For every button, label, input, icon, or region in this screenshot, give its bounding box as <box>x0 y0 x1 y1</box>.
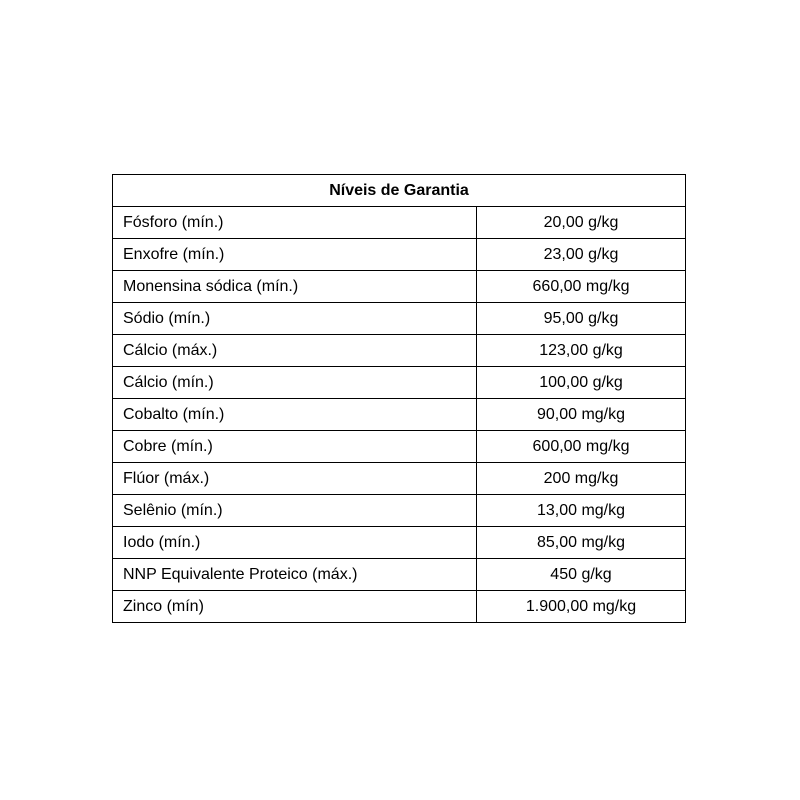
nutrient-value: 123,00 g/kg <box>477 335 686 367</box>
table-row <box>113 527 686 559</box>
nutrient-value: 1.900,00 mg/kg <box>477 591 686 623</box>
nutrient-value: 23,00 g/kg <box>477 239 686 271</box>
nutrient-name: Cálcio (mín.) <box>113 367 477 399</box>
table-row <box>113 303 686 335</box>
nutrient-name: NNP Equivalente Proteico (máx.) <box>113 559 477 591</box>
nutrient-value: 20,00 g/kg <box>477 207 686 239</box>
nutrient-name: Cobre (mín.) <box>113 431 477 463</box>
nutrient-name: Fósforo (mín.) <box>113 207 477 239</box>
nutrient-value: 13,00 mg/kg <box>477 495 686 527</box>
nutrient-name: Monensina sódica (mín.) <box>113 271 477 303</box>
table-row <box>113 559 686 591</box>
nutrient-value: 90,00 mg/kg <box>477 399 686 431</box>
table-row <box>113 591 686 623</box>
nutrient-name: Sódio (mín.) <box>113 303 477 335</box>
nutrient-name: Zinco (mín) <box>113 591 477 623</box>
nutrient-value: 450 g/kg <box>477 559 686 591</box>
nutrient-value: 660,00 mg/kg <box>477 271 686 303</box>
table-title: Níveis de Garantia <box>113 175 686 207</box>
nutrient-value: 100,00 g/kg <box>477 367 686 399</box>
nutrient-name: Cobalto (mín.) <box>113 399 477 431</box>
table-header-row <box>113 175 686 207</box>
table-row <box>113 335 686 367</box>
table-row <box>113 207 686 239</box>
nutrient-name: Iodo (mín.) <box>113 527 477 559</box>
nutrient-value: 600,00 mg/kg <box>477 431 686 463</box>
nutrient-name: Enxofre (mín.) <box>113 239 477 271</box>
nutrient-value: 95,00 g/kg <box>477 303 686 335</box>
nutrient-name: Selênio (mín.) <box>113 495 477 527</box>
table-row <box>113 495 686 527</box>
table-row <box>113 463 686 495</box>
table-row <box>113 431 686 463</box>
nutrient-value: 85,00 mg/kg <box>477 527 686 559</box>
table-row <box>113 271 686 303</box>
table-row <box>113 239 686 271</box>
nutrient-name: Flúor (máx.) <box>113 463 477 495</box>
nutrient-value: 200 mg/kg <box>477 463 686 495</box>
table-row <box>113 399 686 431</box>
guarantee-levels-table-container <box>112 174 685 623</box>
table-row <box>113 367 686 399</box>
nutrient-name: Cálcio (máx.) <box>113 335 477 367</box>
guarantee-levels-table <box>112 174 686 623</box>
